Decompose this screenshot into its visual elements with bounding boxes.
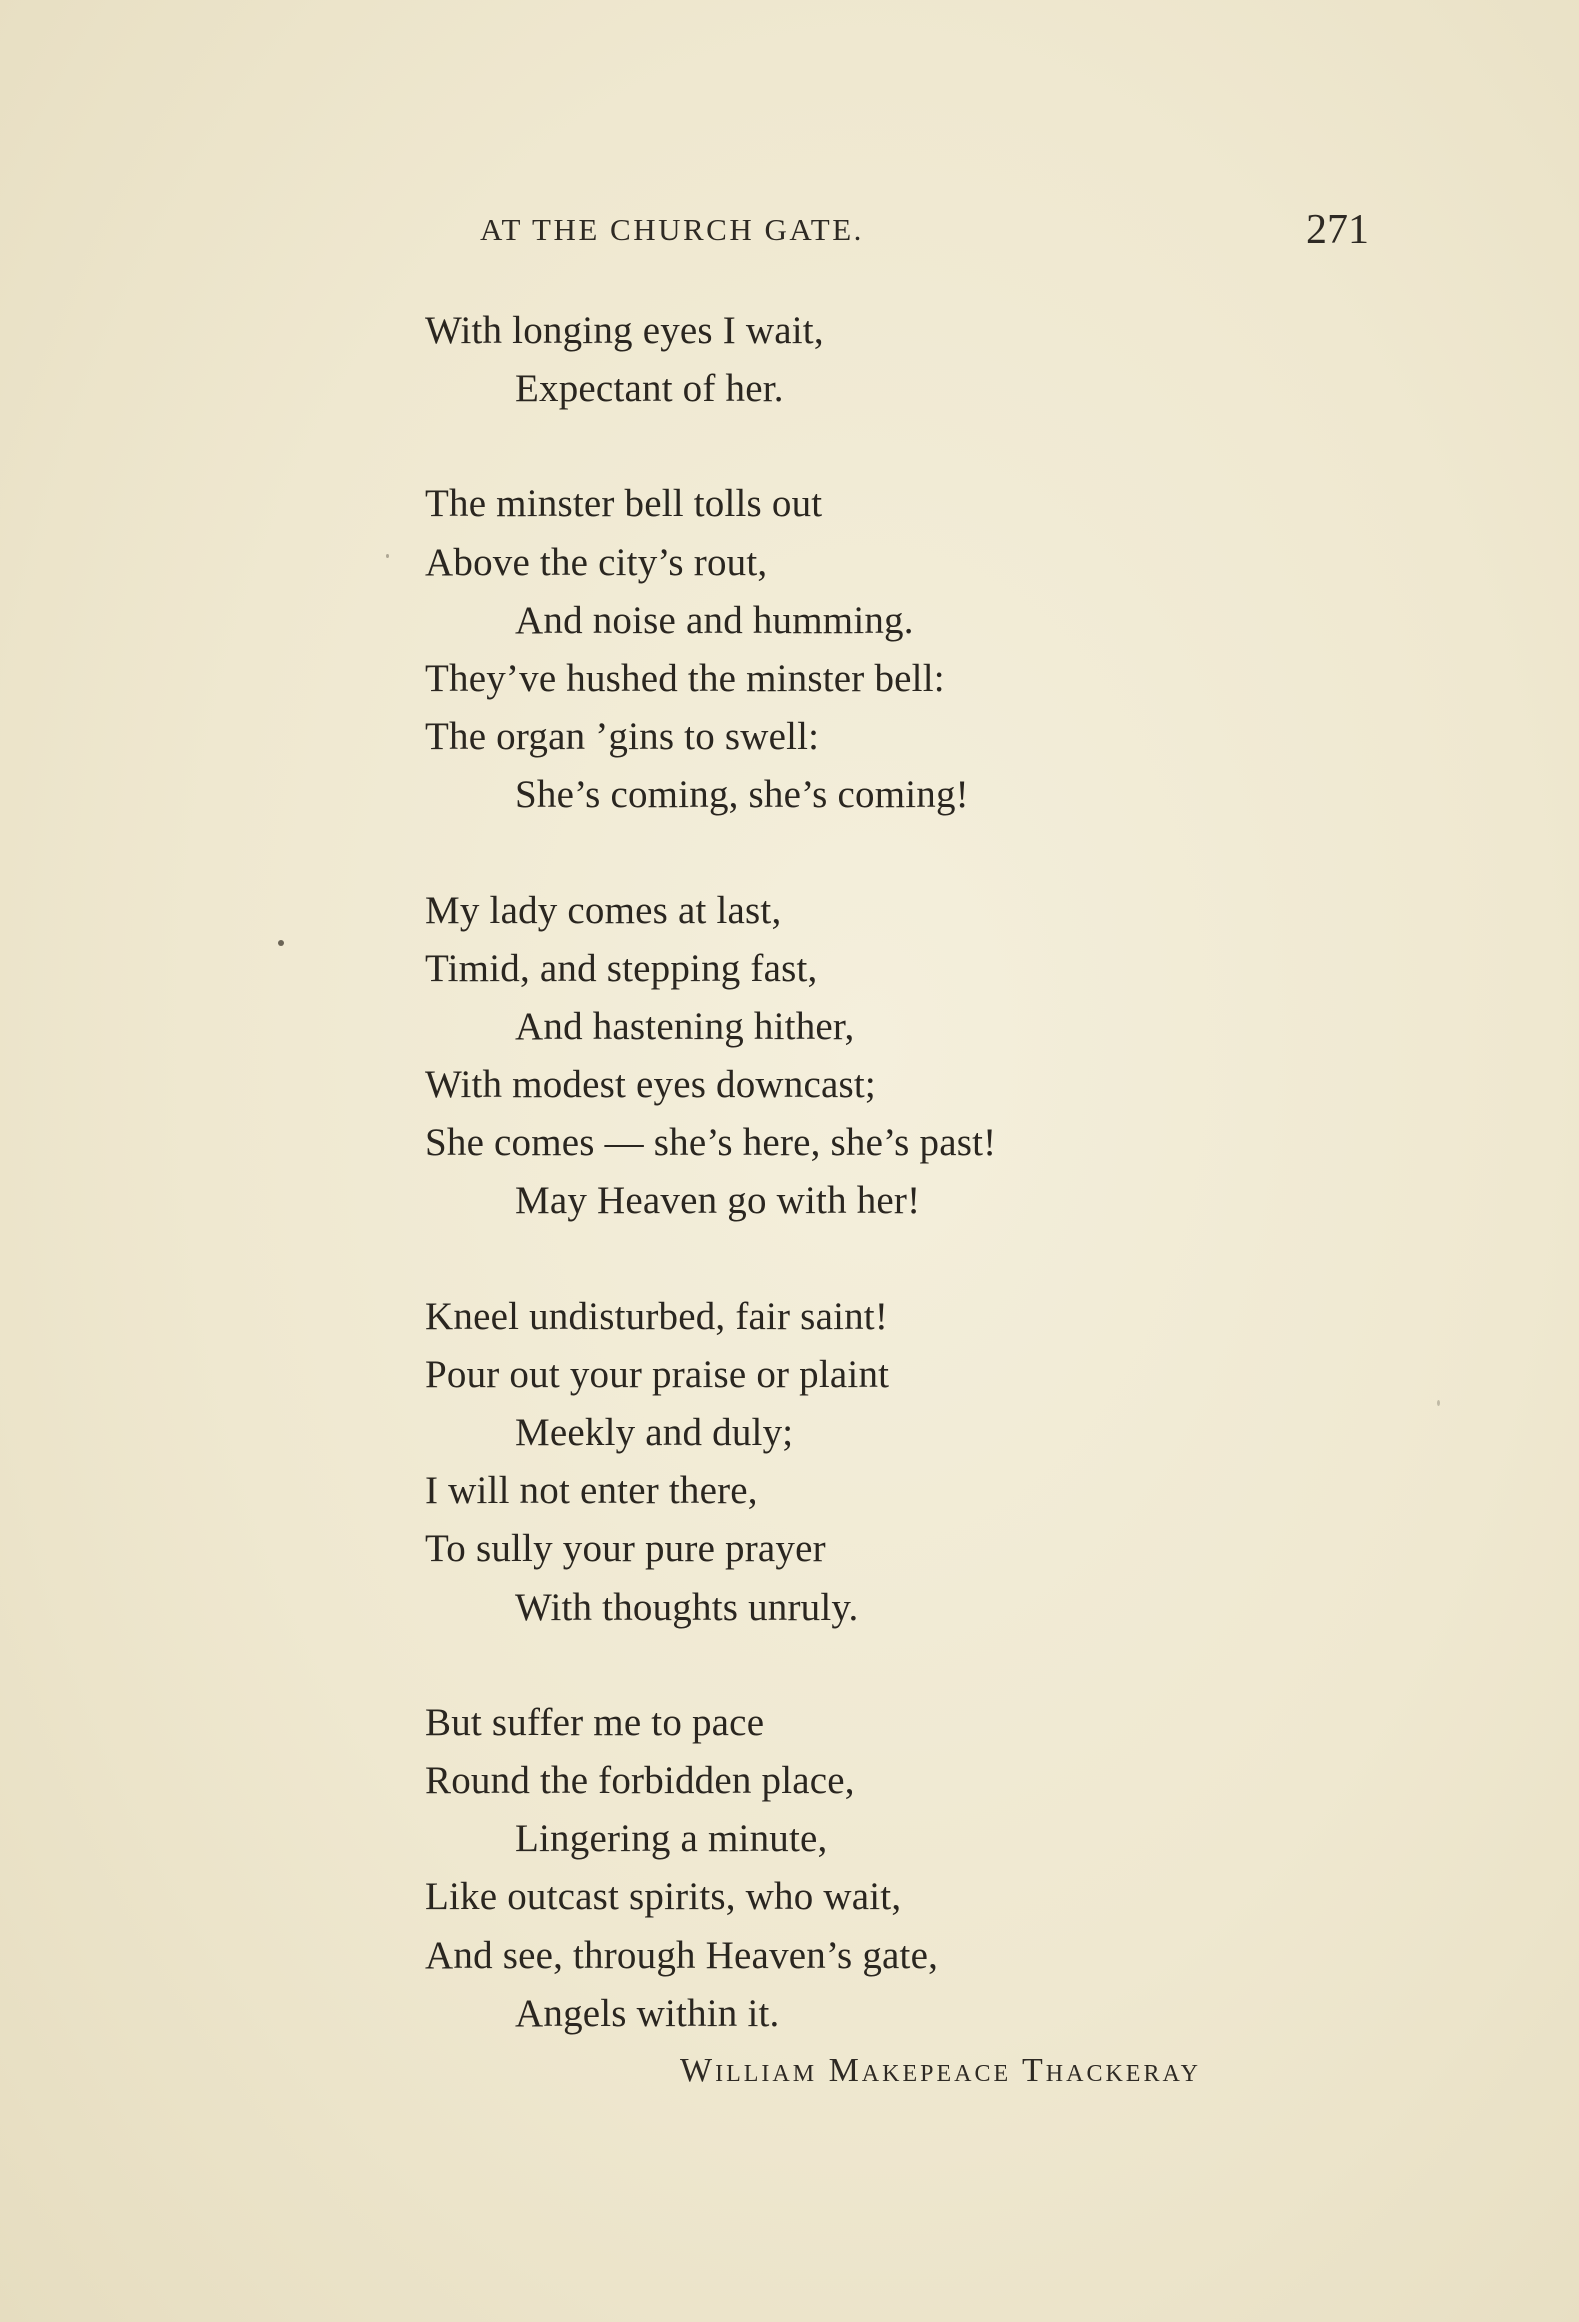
paper-speck xyxy=(386,554,389,558)
poem-line: Round the forbidden place, xyxy=(425,1758,855,1802)
poem-line: And hastening hither, xyxy=(515,1004,855,1048)
stanza xyxy=(425,882,1325,1231)
author-attribution: William Makepeace Thackeray xyxy=(680,2052,1201,2089)
running-title: AT THE CHURCH GATE. xyxy=(480,212,864,247)
poem-line: Expectant of her. xyxy=(515,367,784,411)
poem-line: Kneel undisturbed, fair saint! xyxy=(425,1294,889,1338)
poem-line: To sully your pure prayer xyxy=(425,1527,826,1571)
poem-line: My lady comes at last, xyxy=(425,888,782,932)
poem-line: With thoughts unruly. xyxy=(515,1585,859,1629)
poem-line: With modest eyes downcast; xyxy=(425,1063,876,1107)
stanza xyxy=(425,302,1325,418)
paper-speck xyxy=(1437,1400,1440,1406)
poem-line: Like outcast spirits, who wait, xyxy=(425,1875,902,1919)
poem-line: Meekly and duly; xyxy=(515,1411,794,1454)
poem-line: She’s coming, she’s coming! xyxy=(515,773,969,817)
poem-line: The organ ’gins to swell: xyxy=(425,715,820,759)
page-number: 271 xyxy=(1306,207,1369,253)
poem-line: Lingering a minute, xyxy=(515,1817,828,1861)
poem-line: But suffer me to pace xyxy=(425,1700,765,1744)
poem-line: I will not enter there, xyxy=(425,1469,758,1513)
poem-line: And see, through Heaven’s gate, xyxy=(425,1933,939,1977)
poem-line: And noise and humming. xyxy=(515,598,914,642)
poem-line: Angels within it. xyxy=(515,1991,780,2035)
poem-line: She comes — she’s here, she’s past! xyxy=(425,1121,997,1165)
poem-line: The minster bell tolls out xyxy=(425,482,823,526)
poem-line: Timid, and stepping fast, xyxy=(425,946,818,990)
poem-body xyxy=(425,302,1325,2100)
poem-line: With longing eyes I wait, xyxy=(425,309,824,352)
poem-line: May Heaven go with her! xyxy=(515,1179,921,1223)
stanza xyxy=(425,1288,1325,1637)
poem-line: Above the city’s rout, xyxy=(425,540,768,584)
poem-line: They’ve hushed the minster bell: xyxy=(425,656,945,700)
stanza xyxy=(425,1694,1325,2043)
poem-line: Pour out your praise or plaint xyxy=(425,1352,890,1396)
stanza xyxy=(425,475,1325,824)
paper-speck xyxy=(278,940,284,946)
